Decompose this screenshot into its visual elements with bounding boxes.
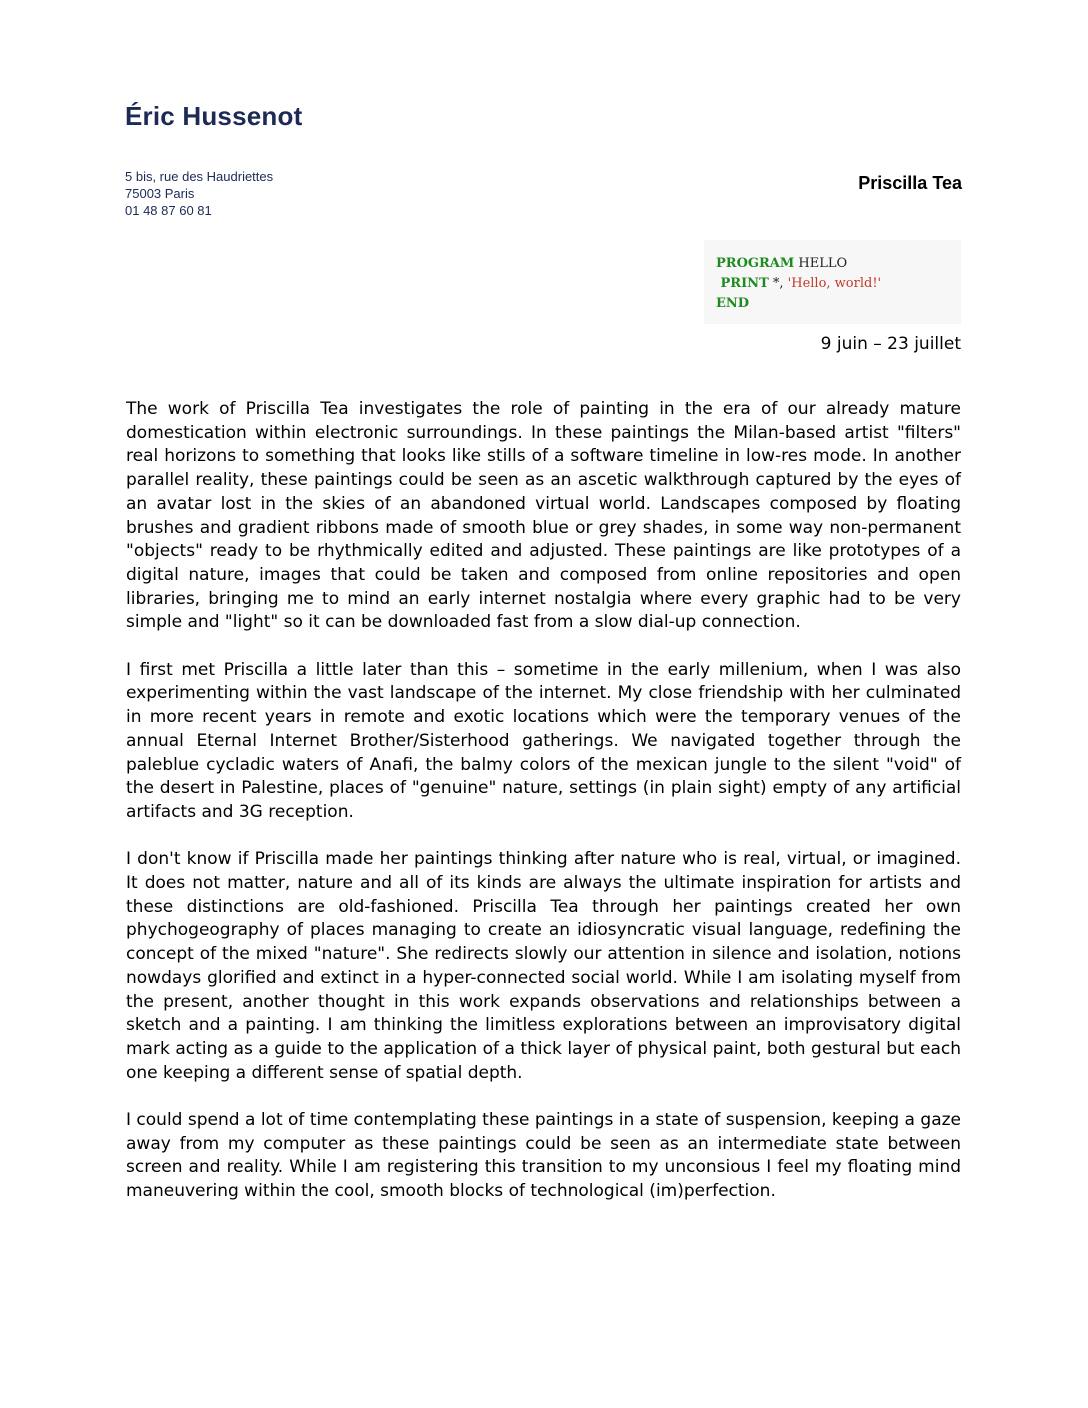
code-snippet-image [704,240,961,324]
address-street: 5 bis, rue des Haudriettes [125,169,274,184]
code-line-3 [716,294,949,314]
code-keyword-print: PRINT [716,276,769,291]
code-print-args: *, [768,276,788,291]
code-line-1 [716,254,949,274]
code-keyword-end: END [716,296,750,311]
essay-paragraph: I first met Priscilla a little later than this – sometime in the early millenium, when I was also experimenting within the vast landscape of the internet. My close friendship with her culminated in more recent years in remote and exotic locations which were the temporary venues of the annual Eternal Internet Brother/Sisterhood gatherings. We navigated together through the paleblue cycladic waters of Anafi, the balmy colors of the mexican jungle to the silent "void" of the desert in Palestine, places of "genuine" nature, settings (in plain sight) empty of any artificial artifacts and 3G reception. [126,659,961,822]
essay-body [126,398,961,1228]
essay-paragraph: The work of Priscilla Tea investigates the role of painting in the era of our already mature domestication within electronic surroundings. In these paintings the Milan-based artist "filters" real horizons to something that looks like stills of a software timeline in low-res mode. In another parallel reality, these paintings could be seen as an ascetic walkthrough captured by the eyes of an avatar lost in the skies of an abandoned virtual world. Landscapes composed by floating brushes and gradient ribbons made of smooth blue or grey shades, in some way non-permanent "objects" ready to be rhythmically edited and adjusted. These paintings are like prototypes of a digital nature, images that could be taken and composed from online repositories and open libraries, bringing me to mind an early internet nostalgia where every graphic had to be very simple and "light" so it can be downloaded fast from a slow dial-up connection. [126,399,961,633]
essay-paragraph: I could spend a lot of time contemplating these paintings in a state of suspension, keeping a gaze away from my computer as these paintings could be seen as an intermediate state between screen and reality. While I am registering this transition to my unconsious I feel my floating mind maneuvering within the cool, smooth blocks of technological (im)perfection. [126,1110,961,1202]
essay-paragraph: I don't know if Priscilla made her paintings thinking after nature who is real, virtual, or imagined. It does not matter, nature and all of its kinds are always the ultimate inspiration for artists and these distinctions are old-fashioned. Priscilla Tea through her paintings created her own phychogeography of places managing to create an idiosyncratic visual language, redefining the concept of the mixed "nature". She redirects slowly our attention in silence and isolation, notions nowdays glorified and extinct in a hyper-connected social world. While I am isolating myself from the present, another thought in this work expands observations and relationships between a sketch and a painting. I am thinking the limitless explorations between an improvisatory digital mark acting as a guide to the application of a thick layer of physical paint, both gestural but each one keeping a different sense of spatial depth. [126,849,961,1083]
artist-name: Priscilla Tea [858,173,962,193]
code-keyword-program: PROGRAM [716,256,795,271]
gallery-name: Éric Hussenot [125,101,303,131]
address-phone: 01 48 87 60 81 [125,203,212,218]
address-city: 75003 Paris [125,186,195,201]
code-program-name: HELLO [794,256,848,271]
code-string-literal: 'Hello, world!' [787,276,882,291]
exhibition-dates: 9 juin – 23 juillet [820,334,961,354]
gallery-address [125,168,273,219]
code-line-2 [716,274,949,294]
